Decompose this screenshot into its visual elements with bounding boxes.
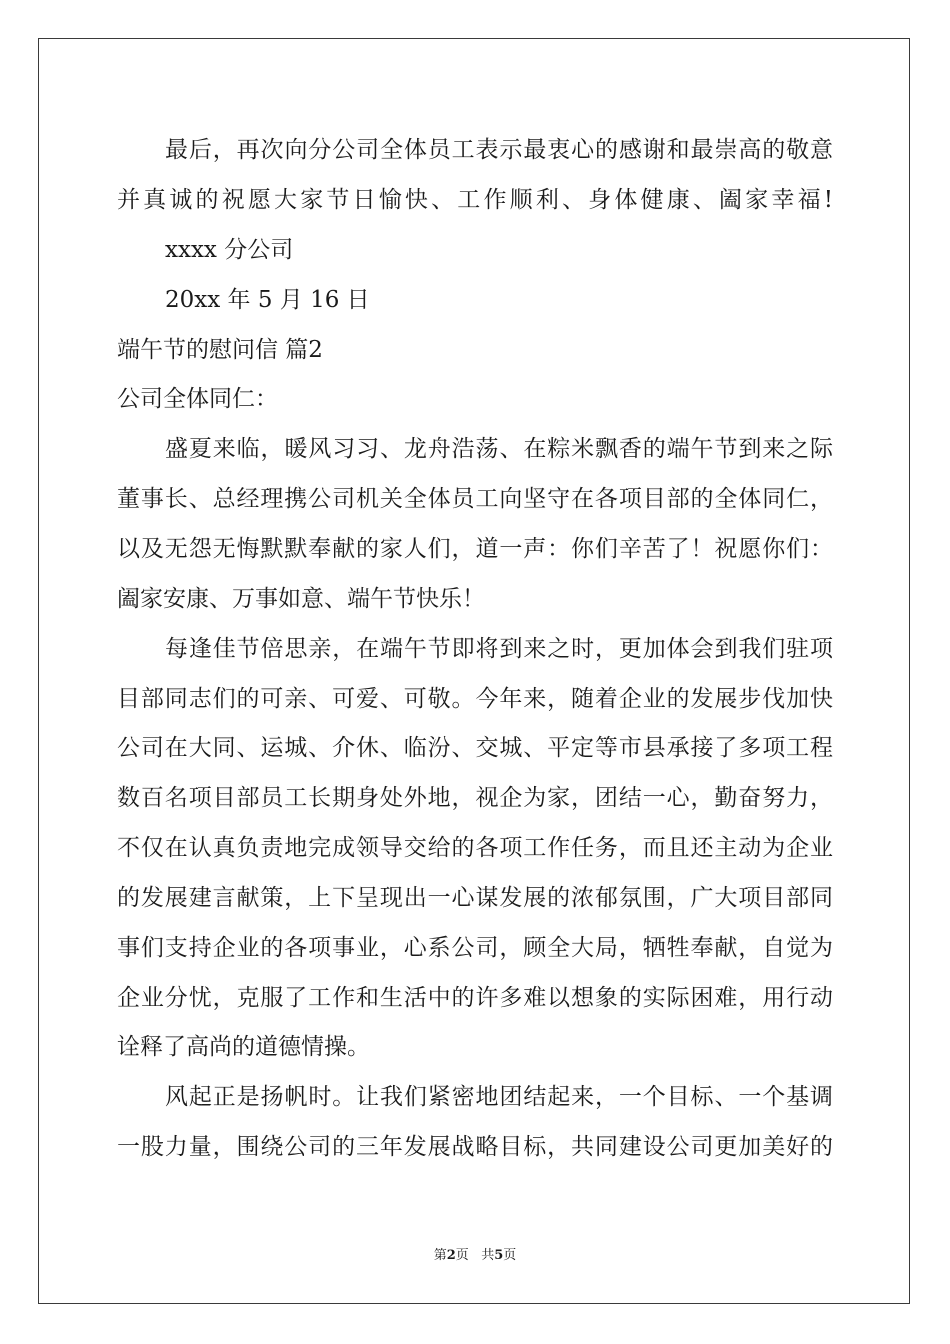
paragraph-line: 每逢佳节倍思亲，在端午节即将到来之时，更加体会到我们驻项: [165, 636, 833, 662]
paragraph-line: 风起正是扬帆时。让我们紧密地团结起来，一个目标、一个基调: [165, 1084, 833, 1110]
signature-date: 20xx 年 5 月 16 日: [165, 287, 370, 313]
paragraph-line: 以及无怨无悔默默奉献的家人们，道一声：你们辛苦了！祝愿你们：: [117, 536, 833, 562]
paragraph-line: 公司在大同、运城、介休、临汾、交城、平定等市县承接了多项工程: [117, 735, 833, 761]
section-title: 端午节的慰问信 篇2: [117, 337, 323, 363]
paragraph-line: 企业分忧，克服了工作和生活中的许多难以想象的实际困难，用行动: [117, 985, 833, 1011]
paragraph-line: 事们支持企业的各项事业，心系公司，顾全大局，牺牲奉献，自觉为: [117, 935, 833, 961]
paragraph-line: 董事长、总经理携公司机关全体员工向坚守在各项目部的全体同仁，: [117, 486, 833, 512]
paragraph-line: 诠释了高尚的道德情操。: [117, 1034, 370, 1060]
paragraph-line: 一股力量，围绕公司的三年发展战略目标，共同建设公司更加美好的: [117, 1134, 833, 1160]
total-suffix: 页: [503, 1248, 517, 1263]
total-prefix: 共: [481, 1248, 495, 1263]
paragraph-line: 阖家安康、万事如意、端午节快乐！: [117, 586, 485, 612]
paragraph-line: 并真诚的祝愿大家节日愉快、工作顺利、身体健康、阖家幸福!: [117, 187, 833, 213]
page-footer: [0, 1244, 950, 1263]
paragraph-line: 盛夏来临，暖风习习、龙舟浩荡、在粽米飘香的端午节到来之际: [165, 436, 833, 462]
total-page-number: 5: [494, 1248, 504, 1263]
page-suffix: 页: [455, 1248, 469, 1263]
salutation: 公司全体同仁：: [117, 386, 278, 412]
paragraph-line: 的发展建言献策，上下呈现出一心谋发展的浓郁氛围，广大项目部同: [117, 885, 833, 911]
signature-company: xxxx 分公司: [165, 237, 294, 263]
page-prefix: 第: [433, 1248, 447, 1263]
paragraph-line: 数百名项目部员工长期身处外地，视企为家，团结一心，勤奋努力，: [117, 785, 833, 811]
current-page-number: 2: [446, 1248, 456, 1263]
paragraph-line: 目部同志们的可亲、可爱、可敬。今年来，随着企业的发展步伐加快: [117, 686, 833, 712]
paragraph-line: 不仅在认真负责地完成领导交给的各项工作任务，而且还主动为企业: [117, 835, 833, 861]
paragraph-line: 最后，再次向分公司全体员工表示最衷心的感谢和最崇高的敬意: [165, 137, 833, 163]
